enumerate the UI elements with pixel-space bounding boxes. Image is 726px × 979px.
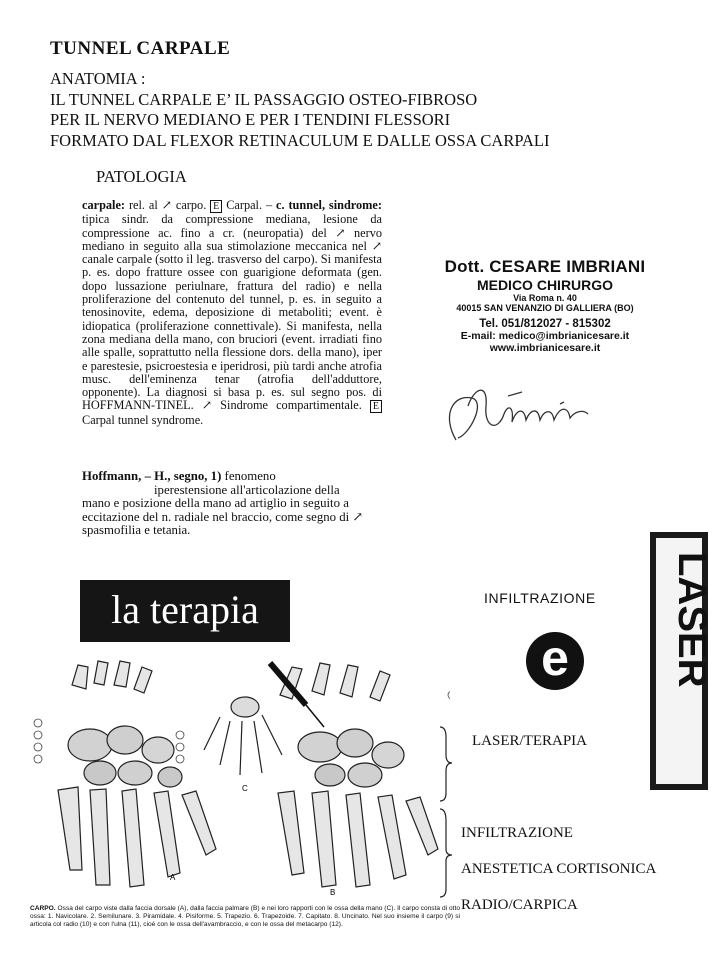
- laser-vertical-strip: [642, 532, 712, 790]
- anatomy-section: [50, 69, 549, 151]
- hoffmann-text: iperestensione all'articolazione della: [154, 482, 340, 497]
- pathology-heading: PATOLOGIA: [96, 167, 187, 186]
- doctor-email: E-mail: medico@imbrianicesare.it: [460, 330, 630, 342]
- entry-text: rel. al ↗ carpo.: [125, 198, 211, 212]
- radio-carpal-label: RADIO/CARPICA: [461, 897, 578, 913]
- anatomy-line: IL TUNNEL CARPALE E’ IL PASSAGGIO OSTEO-FIBROSO: [50, 89, 478, 109]
- doctor-role: MEDICO CHIRURGO: [476, 277, 614, 293]
- infiltration-heading: INFILTRAZIONE: [484, 590, 596, 606]
- laser-vertical-text: LASER: [670, 552, 712, 688]
- doctor-website: www.imbrianicesare.it: [489, 342, 601, 354]
- entry-subheadword: c. tunnel, sindrome:: [276, 198, 382, 212]
- therapy-banner: la terapia: [80, 580, 290, 642]
- hoffmann-headword: Hoffmann, – H., segno, 1): [82, 469, 222, 483]
- english-flag: E: [210, 200, 222, 213]
- english-flag: E: [370, 400, 382, 413]
- anesthetic-label: ANESTETICA CORTISONICA: [461, 861, 657, 877]
- laser-therapy-label: LASER/TERAPIA: [472, 733, 588, 749]
- figure-caption: [30, 905, 460, 929]
- doctor-street: Via Roma n. 40: [513, 293, 577, 303]
- brace-icons: [436, 725, 456, 900]
- anatomy-line: ANATOMIA :: [50, 69, 146, 88]
- figure-label-a: A: [170, 873, 176, 882]
- anatomy-line: FORMATO DAL FLEXOR RETINACULUM E DALLE OSSA CARPALI: [50, 130, 550, 150]
- entry-text: Carpal. –: [222, 198, 277, 212]
- infiltration-label: INFILTRAZIONE: [461, 825, 573, 841]
- hoffmann-text: mano e posizione della mano ad artiglio in seguito a eccitazione del n. radiale nel braccio, come segno di ↗ spasmofilia e tetania.: [82, 496, 364, 537]
- figure-label-b: B: [330, 888, 336, 897]
- hoffmann-text: fenomeno: [221, 469, 276, 483]
- entry-tail: Carpal tunnel syndrome.: [82, 412, 204, 427]
- signature-icon: [438, 376, 608, 454]
- entry-body: tipica sindr. da compressione mediana, lesione da compressione ac. fino a cr. (neuropatia) del ↗ nervo mediano in seguito alla sua stimolazione meccanica nel ↗ canale carpale (sotto il leg. trasverso del carpo). Si manifesta p. es. dopo fratture ossee con guarigione deformata (gen. dopo lussazione periulnare, frattura del radio) e nella proliferazione del contenuto del tunnel, p. es. in seguito a tenosinovite, edema, deposizione di metaboliti; event. è idiopatica (proliferazione connettivale). Si manifesta, nella zona mediana della mano, con bruciori (event. irradiati fino alle spalle, soprattutto nella flessione dors. della mano), iper e parestesie, psicroestesia e iperidrosi, più tardi anche atrofia musc. dell'eminenza tenar (atrofia dell'adduttore, opponente). La diagnosi si basa p. es. sul segno pos. di HOFFMANN-TINEL. ↗ Sindrome compartimentale.: [82, 212, 382, 413]
- figure-label-c: C: [242, 784, 248, 793]
- e-letter-badge: e: [526, 632, 584, 690]
- caption-head: CARPO.: [30, 905, 56, 912]
- doctor-city: 40015 SAN VENANZIO DI GALLIERA (BO): [456, 303, 634, 313]
- doctor-stamp: [430, 257, 660, 354]
- hoffmann-entry: [82, 470, 402, 538]
- entry-headword: carpale:: [82, 198, 126, 212]
- infiltration-list: [461, 815, 656, 923]
- doctor-phone: Tel. 051/812027 - 815302: [479, 318, 611, 330]
- caption-body: Ossa del carpo viste dalla faccia dorsale (A), dalla faccia palmare (B) e nei loro rapporti con le ossa della mano (C). Il carpo consta di otto ossa: 1. Navicolare. 2. Semilunare. 3. Piramidale. 4. Pisiforme. 5. Trapezio. 6. Trapezoide. 7. Capitato. 8. Uncinato. Nel suo insieme il carpo (9) si articola col radio (10) e con l'ulna (11), cioè con le ossa dell'avambraccio, e con le ossa del metacarpo (12).: [30, 905, 460, 928]
- anatomy-line: PER IL NERVO MEDIANO E PER I TENDINI FLESSORI: [50, 110, 451, 129]
- dictionary-entry: [82, 199, 382, 427]
- document-title: TUNNEL CARPALE: [50, 38, 231, 59]
- carpal-bones-illustration: [30, 655, 450, 900]
- doctor-name: Dott. CESARE IMBRIANI: [444, 257, 646, 276]
